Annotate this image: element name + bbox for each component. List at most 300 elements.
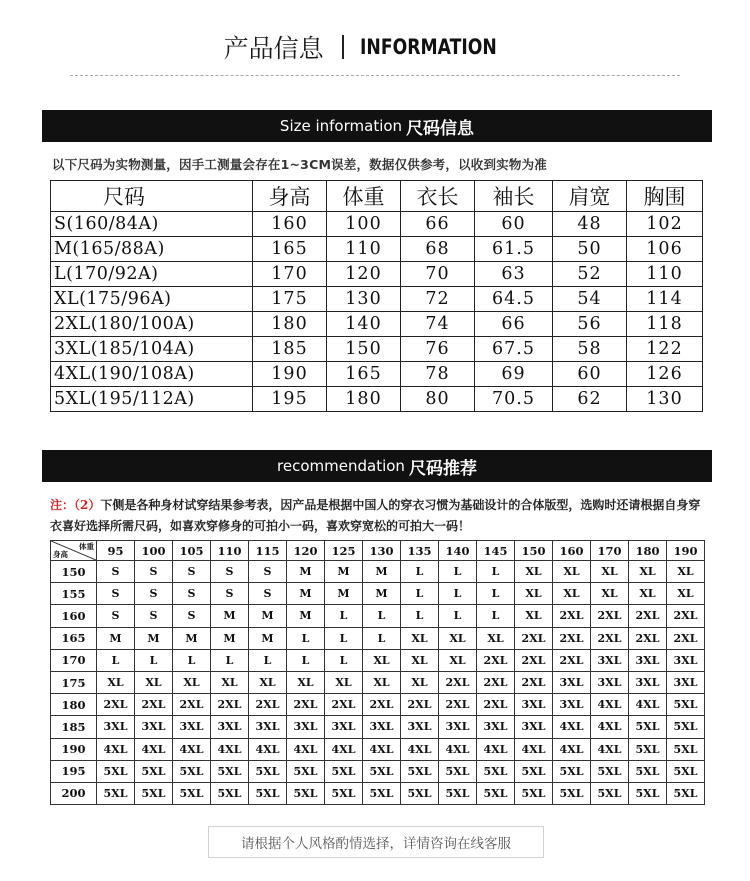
rec-size-cell: M (135, 627, 173, 649)
rec-row (51, 694, 705, 716)
rec-size-cell: 2XL (591, 627, 629, 649)
size-value-cell: 58 (553, 337, 627, 362)
rec-size-cell: 4XL (249, 738, 287, 760)
size-value-cell: 56 (553, 312, 627, 337)
rec-height-cell: 165 (51, 627, 97, 649)
rec-size-cell: 5XL (287, 760, 325, 782)
rec-size-cell: 2XL (477, 671, 515, 693)
rec-size-cell: 3XL (211, 716, 249, 738)
rec-size-cell: 2XL (629, 605, 667, 627)
rec-size-cell: S (173, 561, 211, 583)
rec-weight-header: 170 (591, 541, 629, 561)
rec-size-cell: 5XL (401, 782, 439, 804)
size-row (51, 362, 703, 387)
rec-size-cell: 5XL (477, 760, 515, 782)
rec-size-cell: 5XL (591, 782, 629, 804)
rec-size-cell: XL (553, 583, 591, 605)
size-label-cell: 4XL(190/108A) (51, 362, 253, 387)
size-value-cell: 48 (553, 212, 627, 237)
rec-height-cell: 190 (51, 738, 97, 760)
rec-size-cell: 3XL (515, 716, 553, 738)
header-title-cn: 产品信息 (223, 34, 324, 63)
size-row (51, 262, 703, 287)
size-value-cell: 126 (627, 362, 703, 387)
size-value-cell: 76 (401, 337, 475, 362)
rec-size-cell: XL (477, 627, 515, 649)
size-value-cell: 70 (401, 262, 475, 287)
rec-size-cell: S (211, 561, 249, 583)
rec-size-cell: XL (401, 671, 439, 693)
rec-size-cell: L (401, 561, 439, 583)
rec-height-cell: 195 (51, 760, 97, 782)
rec-size-cell: 2XL (553, 627, 591, 649)
size-value-cell: 62 (553, 387, 627, 412)
rec-size-cell: XL (553, 561, 591, 583)
size-value-cell: 195 (253, 387, 327, 412)
rec-size-cell: 4XL (629, 694, 667, 716)
rec-size-cell: 5XL (629, 782, 667, 804)
rec-row (51, 671, 705, 693)
rec-row (51, 627, 705, 649)
size-value-cell: 70.5 (475, 387, 553, 412)
rec-size-cell: 4XL (591, 738, 629, 760)
rec-size-cell: M (287, 605, 325, 627)
rec-size-cell: M (97, 627, 135, 649)
rec-size-cell: L (401, 583, 439, 605)
size-value-cell: 160 (253, 212, 327, 237)
size-value-cell: 120 (327, 262, 401, 287)
rec-size-cell: 5XL (591, 760, 629, 782)
rec-size-cell: 5XL (629, 716, 667, 738)
rec-size-cell: 5XL (553, 782, 591, 804)
rec-size-cell: XL (363, 649, 401, 671)
rec-row (51, 583, 705, 605)
size-banner-cn: 尺码信息 (406, 118, 475, 139)
rec-weight-header: 125 (325, 541, 363, 561)
rec-size-cell: 4XL (591, 716, 629, 738)
rec-size-cell: 4XL (211, 738, 249, 760)
rec-size-cell: S (173, 605, 211, 627)
size-value-cell: 102 (627, 212, 703, 237)
size-table-header (51, 181, 703, 212)
rec-row (51, 605, 705, 627)
size-value-cell: 54 (553, 287, 627, 312)
rec-size-cell: XL (97, 671, 135, 693)
size-value-cell: 180 (253, 312, 327, 337)
rec-size-cell: L (439, 561, 477, 583)
size-value-cell: 78 (401, 362, 475, 387)
rec-size-cell: L (287, 649, 325, 671)
rec-size-cell: 5XL (211, 782, 249, 804)
size-value-cell: 110 (327, 237, 401, 262)
size-value-cell: 80 (401, 387, 475, 412)
rec-size-cell: 3XL (553, 694, 591, 716)
recommendation-table (50, 540, 705, 805)
size-value-cell: 185 (253, 337, 327, 362)
rec-size-cell: 4XL (325, 738, 363, 760)
size-value-cell: 122 (627, 337, 703, 362)
rec-corner-cell (51, 541, 97, 561)
rec-size-cell: S (211, 583, 249, 605)
rec-row (51, 738, 705, 760)
rec-size-cell: XL (135, 671, 173, 693)
rec-size-cell: S (97, 605, 135, 627)
rec-size-cell: XL (515, 583, 553, 605)
size-row (51, 287, 703, 312)
rec-size-cell: 5XL (249, 760, 287, 782)
footer-note: 请根据个人风格酌情选择，详情咨询在线客服 (208, 826, 544, 858)
rec-size-cell: L (173, 649, 211, 671)
size-value-cell: 74 (401, 312, 475, 337)
size-value-cell: 66 (475, 312, 553, 337)
size-col-header: 衣长 (401, 181, 475, 212)
rec-row (51, 649, 705, 671)
rec-size-cell: 2XL (401, 694, 439, 716)
rec-size-cell: XL (515, 561, 553, 583)
size-value-cell: 67.5 (475, 337, 553, 362)
rec-size-cell: 2XL (249, 694, 287, 716)
rec-size-cell: XL (591, 583, 629, 605)
rec-size-cell: L (325, 649, 363, 671)
rec-weight-header: 115 (249, 541, 287, 561)
rec-weight-header: 110 (211, 541, 249, 561)
rec-size-cell: L (249, 649, 287, 671)
size-banner-en: Size information (279, 117, 403, 135)
rec-size-cell: L (287, 627, 325, 649)
size-value-cell: 64.5 (475, 287, 553, 312)
rec-size-cell: XL (325, 671, 363, 693)
size-row (51, 212, 703, 237)
page-header (0, 30, 750, 64)
rec-size-cell: 4XL (515, 738, 553, 760)
size-value-cell: 60 (553, 362, 627, 387)
rec-size-cell: 2XL (591, 605, 629, 627)
note-prefix: 注：（2） (50, 498, 101, 512)
size-value-cell: 165 (327, 362, 401, 387)
rec-size-cell: 2XL (97, 694, 135, 716)
rec-weight-header: 105 (173, 541, 211, 561)
size-value-cell: 69 (475, 362, 553, 387)
rec-banner-cn: 尺码推荐 (408, 458, 477, 479)
rec-size-cell: 3XL (135, 716, 173, 738)
rec-size-cell: 5XL (287, 782, 325, 804)
rec-size-cell: 3XL (667, 671, 705, 693)
rec-size-cell: 2XL (477, 649, 515, 671)
rec-size-cell: 5XL (439, 760, 477, 782)
size-value-cell: 52 (553, 262, 627, 287)
rec-weight-header: 180 (629, 541, 667, 561)
recommendation-banner (42, 450, 712, 482)
size-value-cell: 140 (327, 312, 401, 337)
rec-size-cell: 5XL (325, 760, 363, 782)
rec-size-cell: 2XL (325, 694, 363, 716)
rec-size-cell: 5XL (363, 782, 401, 804)
rec-size-cell: 4XL (591, 694, 629, 716)
rec-size-cell: S (135, 605, 173, 627)
rec-size-cell: 5XL (439, 782, 477, 804)
rec-size-cell: 4XL (287, 738, 325, 760)
rec-size-cell: 5XL (553, 760, 591, 782)
rec-size-cell: 5XL (401, 760, 439, 782)
rec-size-cell: 3XL (249, 716, 287, 738)
rec-weight-header: 150 (515, 541, 553, 561)
rec-size-cell: 3XL (477, 716, 515, 738)
rec-size-cell: XL (629, 583, 667, 605)
rec-size-cell: 2XL (553, 649, 591, 671)
rec-size-cell: 2XL (135, 694, 173, 716)
size-value-cell: 68 (401, 237, 475, 262)
rec-size-cell: 3XL (325, 716, 363, 738)
rec-size-cell: 5XL (515, 782, 553, 804)
rec-weight-header: 130 (363, 541, 401, 561)
rec-size-cell: M (249, 605, 287, 627)
rec-size-cell: S (173, 583, 211, 605)
rec-size-cell: 5XL (667, 716, 705, 738)
rec-size-cell: 5XL (629, 738, 667, 760)
size-col-header: 尺码 (51, 181, 253, 212)
rec-size-cell: 4XL (97, 738, 135, 760)
rec-size-cell: 2XL (667, 627, 705, 649)
size-value-cell: 175 (253, 287, 327, 312)
rec-size-cell: S (249, 583, 287, 605)
rec-size-cell: XL (439, 627, 477, 649)
size-col-header: 体重 (327, 181, 401, 212)
rec-height-cell: 150 (51, 561, 97, 583)
note-text: 下侧是各种身材试穿结果参考表，因产品是根据中国人的穿衣习惯为基础设计的合体版型，选购时还请根据自身穿衣喜好选择所需尺码，如喜欢穿修身的可拍小一码，喜欢穿宽松的可拍大一码！ (50, 498, 701, 533)
measurement-note: 以下尺码为实物测量，因手工测量会存在1~3CM误差，数据仅供参考，以收到实物为准 (52, 157, 547, 172)
rec-size-cell: M (287, 561, 325, 583)
rec-size-cell: L (325, 627, 363, 649)
size-value-cell: 180 (327, 387, 401, 412)
rec-size-cell: 5XL (667, 738, 705, 760)
size-value-cell: 130 (327, 287, 401, 312)
rec-size-cell: 5XL (325, 782, 363, 804)
size-value-cell: 100 (327, 212, 401, 237)
rec-size-cell: M (325, 561, 363, 583)
rec-size-cell: XL (287, 671, 325, 693)
size-value-cell: 60 (475, 212, 553, 237)
rec-size-cell: 2XL (439, 671, 477, 693)
rec-height-cell: 155 (51, 583, 97, 605)
size-label-cell: 3XL(185/104A) (51, 337, 253, 362)
rec-weight-header: 95 (97, 541, 135, 561)
rec-size-cell: L (477, 605, 515, 627)
rec-row (51, 782, 705, 804)
size-value-cell: 66 (401, 212, 475, 237)
size-value-cell: 150 (327, 337, 401, 362)
size-label-cell: S(160/84A) (51, 212, 253, 237)
rec-height-cell: 185 (51, 716, 97, 738)
rec-height-cell: 175 (51, 671, 97, 693)
rec-size-cell: 5XL (135, 760, 173, 782)
rec-size-cell: 2XL (667, 605, 705, 627)
rec-size-cell: 5XL (97, 760, 135, 782)
rec-size-cell: S (249, 561, 287, 583)
rec-height-cell: 170 (51, 649, 97, 671)
size-value-cell: 190 (253, 362, 327, 387)
rec-weight-header: 135 (401, 541, 439, 561)
size-value-cell: 50 (553, 237, 627, 262)
size-table (50, 180, 703, 412)
rec-size-cell: 3XL (287, 716, 325, 738)
rec-size-cell: 3XL (553, 671, 591, 693)
rec-size-cell: XL (667, 561, 705, 583)
dashed-divider (70, 75, 680, 76)
size-value-cell: 106 (627, 237, 703, 262)
corner-weight-label: 体重 (79, 542, 94, 551)
rec-size-cell: 5XL (363, 760, 401, 782)
rec-header-row (51, 541, 705, 561)
size-label-cell: 2XL(180/100A) (51, 312, 253, 337)
rec-size-cell: XL (667, 583, 705, 605)
rec-size-cell: 4XL (173, 738, 211, 760)
rec-size-cell: 3XL (439, 716, 477, 738)
rec-size-cell: 4XL (553, 716, 591, 738)
rec-size-cell: 2XL (629, 627, 667, 649)
corner-height-label: 身高 (53, 550, 68, 559)
size-value-cell: 118 (627, 312, 703, 337)
rec-size-cell: 2XL (173, 694, 211, 716)
rec-size-cell: 4XL (553, 738, 591, 760)
size-col-header: 袖长 (475, 181, 553, 212)
size-col-header: 胸围 (627, 181, 703, 212)
rec-size-cell: 3XL (629, 671, 667, 693)
rec-size-cell: L (135, 649, 173, 671)
rec-size-cell: XL (401, 649, 439, 671)
rec-size-cell: M (325, 583, 363, 605)
rec-weight-header: 100 (135, 541, 173, 561)
rec-size-cell: 5XL (97, 782, 135, 804)
rec-size-cell: XL (629, 561, 667, 583)
rec-size-cell: 2XL (287, 694, 325, 716)
rec-size-cell: 3XL (629, 649, 667, 671)
rec-size-cell: L (325, 605, 363, 627)
rec-size-cell: 5XL (667, 694, 705, 716)
rec-size-cell: XL (591, 561, 629, 583)
rec-size-cell: 5XL (667, 760, 705, 782)
rec-size-cell: 3XL (667, 649, 705, 671)
rec-weight-header: 190 (667, 541, 705, 561)
rec-size-cell: XL (249, 671, 287, 693)
rec-size-cell: 5XL (515, 760, 553, 782)
rec-size-cell: 2XL (211, 694, 249, 716)
rec-size-cell: S (135, 583, 173, 605)
rec-size-cell: M (363, 561, 401, 583)
rec-size-cell: XL (211, 671, 249, 693)
rec-size-cell: XL (439, 649, 477, 671)
rec-size-cell: L (477, 583, 515, 605)
rec-size-cell: 4XL (363, 738, 401, 760)
rec-size-cell: 2XL (439, 694, 477, 716)
rec-size-cell: XL (363, 671, 401, 693)
rec-size-cell: M (363, 583, 401, 605)
rec-height-cell: 180 (51, 694, 97, 716)
rec-row (51, 760, 705, 782)
rec-size-cell: 5XL (135, 782, 173, 804)
rec-size-cell: 3XL (591, 671, 629, 693)
size-value-cell: 130 (627, 387, 703, 412)
rec-size-cell: 4XL (477, 738, 515, 760)
rec-size-cell: S (135, 561, 173, 583)
size-value-cell: 72 (401, 287, 475, 312)
header-divider (342, 35, 344, 59)
size-col-header: 身高 (253, 181, 327, 212)
rec-size-cell: XL (173, 671, 211, 693)
rec-size-cell: 2XL (477, 694, 515, 716)
rec-size-cell: L (363, 605, 401, 627)
rec-size-cell: M (287, 583, 325, 605)
rec-size-cell: 5XL (249, 782, 287, 804)
rec-row (51, 716, 705, 738)
rec-size-cell: 4XL (135, 738, 173, 760)
rec-size-cell: 2XL (363, 694, 401, 716)
rec-size-cell: M (211, 627, 249, 649)
size-row (51, 237, 703, 262)
rec-size-cell: L (97, 649, 135, 671)
rec-size-cell: 5XL (211, 760, 249, 782)
rec-weight-header: 160 (553, 541, 591, 561)
size-value-cell: 63 (475, 262, 553, 287)
size-value-cell: 61.5 (475, 237, 553, 262)
rec-size-cell: 3XL (591, 649, 629, 671)
rec-size-cell: 4XL (439, 738, 477, 760)
size-label-cell: 5XL(195/112A) (51, 387, 253, 412)
rec-size-cell: 2XL (515, 649, 553, 671)
rec-size-cell: 5XL (173, 760, 211, 782)
rec-size-cell: M (249, 627, 287, 649)
size-value-cell: 165 (253, 237, 327, 262)
rec-size-cell: L (363, 627, 401, 649)
rec-weight-header: 140 (439, 541, 477, 561)
rec-size-cell: 4XL (401, 738, 439, 760)
rec-size-cell: 3XL (97, 716, 135, 738)
rec-size-cell: 2XL (515, 627, 553, 649)
size-value-cell: 110 (627, 262, 703, 287)
rec-size-cell: 3XL (401, 716, 439, 738)
rec-size-cell: M (211, 605, 249, 627)
rec-size-cell: 3XL (173, 716, 211, 738)
rec-size-cell: 3XL (515, 694, 553, 716)
rec-row (51, 561, 705, 583)
rec-height-cell: 160 (51, 605, 97, 627)
rec-size-cell: L (401, 605, 439, 627)
size-col-header: 肩宽 (553, 181, 627, 212)
rec-size-cell: 2XL (515, 671, 553, 693)
rec-banner-en: recommendation (277, 457, 405, 475)
rec-size-cell: 2XL (553, 605, 591, 627)
header-title-en: INFORMATION (359, 35, 497, 59)
size-value-cell: 170 (253, 262, 327, 287)
rec-size-cell: L (477, 561, 515, 583)
size-row (51, 312, 703, 337)
rec-size-cell: L (439, 605, 477, 627)
size-value-cell: 114 (627, 287, 703, 312)
rec-size-cell: L (211, 649, 249, 671)
rec-size-cell: L (439, 583, 477, 605)
rec-size-cell: 5XL (667, 782, 705, 804)
rec-size-cell: 5XL (477, 782, 515, 804)
size-label-cell: M(165/88A) (51, 237, 253, 262)
size-row (51, 337, 703, 362)
rec-size-cell: M (173, 627, 211, 649)
rec-size-cell: S (97, 561, 135, 583)
size-label-cell: XL(175/96A) (51, 287, 253, 312)
rec-weight-header: 145 (477, 541, 515, 561)
rec-size-cell: XL (515, 605, 553, 627)
rec-size-cell: 5XL (629, 760, 667, 782)
size-row (51, 387, 703, 412)
rec-size-cell: XL (401, 627, 439, 649)
